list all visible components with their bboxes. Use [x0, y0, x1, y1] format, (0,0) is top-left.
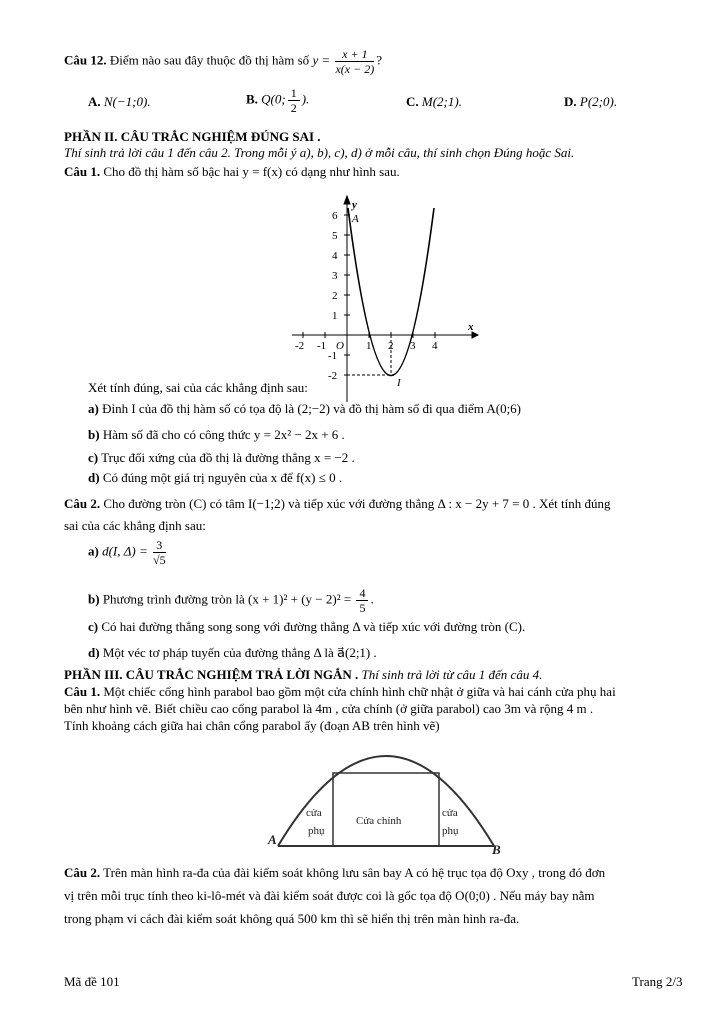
- part2-c1-stem: Câu 1. Cho đồ thị hàm số bậc hai y = f(x) có dạng như hình sau.: [64, 164, 400, 179]
- part3-c2-line1: Câu 2. Trên màn hình ra-đa của đài kiểm soát không lưu sân bay A có hệ trục tọa độ Oxy , trong đó đơn: [64, 865, 606, 880]
- svg-text:A: A: [352, 213, 359, 225]
- svg-text:-1: -1: [328, 350, 338, 362]
- svg-text:phụ: phụ: [442, 825, 459, 837]
- q12-option-a: A. N(−1;0).: [88, 94, 151, 109]
- part3-c1-line2: bên như hình vẽ. Biết chiều cao cổng parabol là 4m , cửa chính (ở giữa parabol) cao 3m và rộng 4 m .: [64, 701, 594, 716]
- svg-text:cửa: cửa: [306, 807, 322, 819]
- svg-text:4: 4: [432, 340, 438, 352]
- part2-c1-c: c) Trục đối xứng của đồ thị là đường thẳng x = −2 .: [88, 450, 355, 465]
- svg-text:1: 1: [332, 310, 338, 322]
- parabola-gate-figure: [266, 736, 506, 856]
- svg-text:phụ: phụ: [308, 825, 325, 837]
- q12-option-c: C. M(2;1).: [406, 94, 462, 109]
- part3-c1-line1: Câu 1. Một chiếc cổng hình parabol bao gồm một cửa chính hình chữ nhật ở giữa và hai cánh cửa phụ hai: [64, 684, 616, 699]
- parabola-graph: [286, 192, 482, 404]
- part2-c2-d: d) Một véc tơ pháp tuyến của đường thẳng Δ là a⃗(2;1) .: [88, 645, 377, 660]
- svg-text:I: I: [397, 377, 401, 389]
- svg-text:A: A: [268, 832, 277, 847]
- q12-stem: Câu 12. Điểm nào sau đây thuộc đồ thị hàm số y = $\frac{x + 1}{x(x - 2)}$ ?: [64, 47, 383, 76]
- svg-text:2: 2: [388, 340, 394, 352]
- svg-text:O: O: [336, 340, 344, 352]
- part2-c2-stem: Câu 2. Cho đường tròn (C) có tâm I(−1;2) và tiếp xúc với đường thẳng Δ : x − 2y + 7 = 0 . Xét tính đúng: [64, 496, 611, 511]
- part2-c2-stem-cont: sai của các khẳng định sau:: [64, 518, 206, 533]
- part3-c2-line2: vị trên mỗi trục tính theo ki-lô-mét và đài kiểm soát được coi là gốc tọa độ O(0;0) . Nếu máy bay nằm: [64, 888, 595, 903]
- part2-c2-c: c) Có hai đường thẳng song song với đường thẳng Δ và tiếp xúc với đường tròn (C).: [88, 619, 526, 634]
- footer-exam-code: Mã đề 101: [64, 974, 120, 989]
- svg-text:-2: -2: [295, 340, 305, 352]
- q12-fraction: $\frac{x + 1}{x(x - 2)}$: [335, 47, 375, 76]
- svg-text:x: x: [468, 321, 474, 333]
- part2-c2-a: a) d(I, Δ) = $\frac{3}{√5}$: [88, 538, 166, 567]
- svg-text:y: y: [352, 199, 357, 211]
- part3-c2-line3: trong phạm vi cách đài kiểm soát không quá 500 km thì sẽ hiển thị trên màn hình ra-đa.: [64, 911, 520, 926]
- footer-page-number: Trang 2/3: [632, 974, 683, 989]
- svg-text:B: B: [492, 842, 501, 856]
- part2-c1-prompt: Xét tính đúng, sai của các khẳng định sau:: [88, 380, 308, 395]
- q12-option-b: B. Q(0; $\frac{1}{2}$ ).: [246, 86, 310, 115]
- part3-heading: PHẦN III. CÂU TRẮC NGHIỆM TRẢ LỜI NGẮN . Thí sinh trả lời từ câu 1 đến câu 4.: [64, 667, 543, 682]
- svg-text:1: 1: [366, 340, 372, 352]
- part2-c1-b: b) Hàm số đã cho có công thức y = 2x² − 2x + 6 .: [88, 427, 345, 442]
- svg-text:Cửa chính: Cửa chính: [356, 815, 402, 827]
- part2-c1-d: d) Có đúng một giá trị nguyên của x để f(x) ≤ 0 .: [88, 470, 343, 485]
- svg-text:6: 6: [332, 210, 338, 222]
- q12-option-d: D. P(2;0).: [564, 94, 618, 109]
- svg-text:3: 3: [332, 270, 338, 282]
- svg-text:4: 4: [332, 250, 338, 262]
- svg-text:-2: -2: [328, 370, 338, 382]
- part2-instruction: Thí sinh trả lời câu 1 đến câu 2. Trong mỗi ý a), b), c), d) ở mỗi câu, thí sinh chọn Đúng hoặc Sai.: [64, 145, 575, 160]
- svg-text:cửa: cửa: [442, 807, 458, 819]
- part2-heading: PHẦN II. CÂU TRẮC NGHIỆM ĐÚNG SAI .: [64, 129, 321, 144]
- svg-text:3: 3: [410, 340, 416, 352]
- svg-text:2: 2: [332, 290, 338, 302]
- part3-c1-line3: Tính khoảng cách giữa hai chân cổng parabol ấy (đoạn AB trên hình vẽ): [64, 718, 440, 733]
- svg-text:-1: -1: [317, 340, 327, 352]
- part2-c1-a: a) Đỉnh I của đồ thị hàm số có tọa độ là (2;−2) và đồ thị hàm số đi qua điểm A(0;6): [88, 401, 522, 416]
- svg-text:5: 5: [332, 230, 338, 242]
- part2-c2-b: b) Phương trình đường tròn là (x + 1)² + (y − 2)² = $\frac{4}{5}$ .: [88, 586, 374, 615]
